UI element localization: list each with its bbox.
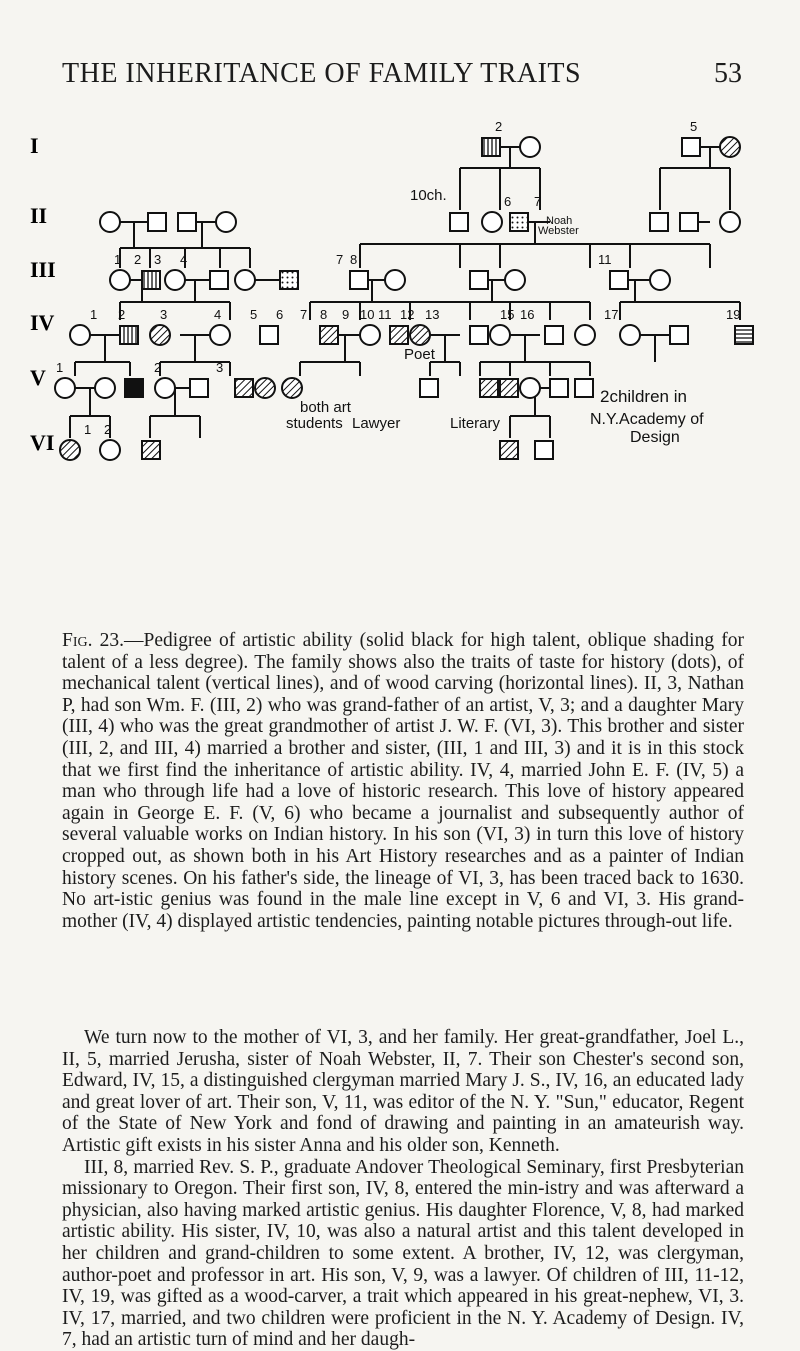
annotation-poet: Poet — [404, 346, 435, 363]
individual-number: 7 — [336, 252, 344, 267]
individual-number: 12 — [400, 307, 415, 322]
paragraph: We turn now to the mother of VI, 3, and her family. Her great-grandfather, Joel L., II, 5, married Jerusha, sister of Noah Webster, II, 7. Their son Chester's second son, Edward, IV, 15, a distinguished clergyman married Mary J. S., IV, 16, an educated lady and great lover of art. Their son, V, 11, was editor of the N. Y. "Sun," educator, Regent of the State of New York and fond of drawing and painting in an amateurish way. Artistic gift exists in his sister Anna and his older son, Kenneth. — [62, 1027, 744, 1156]
individual-number: 2 — [104, 422, 112, 437]
annotation-lawyer: Lawyer — [352, 415, 401, 432]
generation-label: I — [30, 133, 39, 158]
annotation-literary: Literary — [450, 415, 501, 432]
annotation-ten-children: 10ch. — [410, 187, 447, 204]
individual-number: 1 — [90, 307, 98, 322]
individual-number: 3 — [154, 252, 162, 267]
individual-number: 7 — [534, 194, 542, 209]
individual-number: 13 — [425, 307, 440, 322]
generation-label: II — [30, 203, 48, 228]
individual-number: 8 — [320, 307, 328, 322]
figure-caption — [62, 630, 744, 932]
individual-number: 15 — [500, 307, 515, 322]
individual-number: 17 — [604, 307, 619, 322]
individual-number: 11 — [598, 252, 612, 267]
annotation-ny-academy: N.Y.Academy of — [590, 411, 704, 428]
individual-number: 9 — [342, 307, 350, 322]
figure-label: Fig. 23. — [62, 630, 125, 651]
individual-number: 8 — [350, 252, 358, 267]
individual-number: 4 — [214, 307, 222, 322]
individual-number: 11 — [378, 307, 392, 322]
individual-number: 5 — [250, 307, 258, 322]
annotation-noah: Noah — [546, 215, 573, 227]
individual-number: 19 — [726, 307, 741, 322]
individual-number: 16 — [520, 307, 535, 322]
individual-number: 7 — [300, 307, 308, 322]
generation-label: VI — [30, 430, 55, 455]
generation-label: V — [30, 365, 46, 390]
individual-number: 1 — [84, 422, 92, 437]
generation-label: III — [30, 257, 56, 282]
annotation-both-art: both art — [300, 399, 351, 416]
individual-number: 6 — [276, 307, 284, 322]
individual-number: 3 — [160, 307, 168, 322]
individual-number: 2 — [118, 307, 126, 322]
annotation-students: students — [286, 415, 343, 432]
generation-label: IV — [30, 310, 55, 335]
individual-number: 5 — [690, 120, 698, 134]
individual-number: 10 — [360, 307, 375, 322]
annotation-design: Design — [630, 429, 680, 446]
running-title: THE INHERITANCE OF FAMILY TRAITS — [62, 58, 582, 89]
individual-number: 2 — [134, 252, 142, 267]
individual-number: 1 — [114, 252, 122, 267]
individual-number: 1 — [56, 360, 64, 375]
annotation-two-children: 2children in — [600, 387, 687, 406]
individual-number: 4 — [180, 252, 188, 267]
page-header — [62, 58, 742, 98]
individual-number: 6 — [504, 194, 512, 209]
page-number: 53 — [714, 58, 742, 89]
paragraph: III, 8, married Rev. S. P., graduate Andover Theological Seminary, first Presbyterian missionary to Oregon. Their first son, IV, 8, entered the min-istry and was afterward a physician, also having marked artistic genius. His daughter Florence, V, 8, had marked artistic ability. His sister, IV, 10, was also a natural artist and this talent developed in her children and grand-children to some extent. A brother, IV, 12, was clergyman, author-poet and professor in art. His son, V, 9, was a lawyer. Of children of III, 11-12, IV, 19, was gifted as a wood-carver, a trait which appeared in his great-nephew, VI, 3. IV, 17, married, and two children were proficient in the N. Y. Academy of Design. IV, 7, had an artistic turn of mind and her daugh- — [62, 1156, 744, 1351]
individual-number: 3 — [216, 360, 224, 375]
annotation-webster: Webster — [538, 225, 579, 237]
body-text — [62, 1027, 744, 1351]
caption-text: —Pedigree of artistic ability (solid black for high talent, oblique shading for talent of a less degree). The family shows also the traits of taste for history (dots), of mechanical talent (vertical lines), and of wood carving (horizontal lines). II, 3, Nathan P, had son Wm. F. (III, 2) who was grand-father of an artist, V, 3; and a daughter Mary (III, 4) who was the great grandmother of artist J. W. F. (VI, 3). This brother and sister (III, 2, and III, 4) married a brother and sister, (III, 1 and III, 3) and it is in this stock that we first find the inheritance of artistic ability. IV, 4, married John E. F. (IV, 5) a man who through life had a love of historic research. This love of history appeared again in George E. F. (V, 6) who became a journalist and subsequently author of several valuable works on Indian history. In his son (VI, 3) in turn this love of history cropped out, as shown both in his Art History researches and as a painter of Indian history scenes. On his father's side, the lineage of VI, 3, has been traced back to 1630. No art-istic genius was found in the male line except in V, 6 and VI, 3. His grand-mother (IV, 4) displayed artistic tendencies, painting notable pictures through-out life. — [62, 630, 744, 932]
individual-number: 2 — [495, 120, 503, 134]
individual-number: 2 — [154, 360, 162, 375]
pedigree-chart — [30, 120, 770, 620]
